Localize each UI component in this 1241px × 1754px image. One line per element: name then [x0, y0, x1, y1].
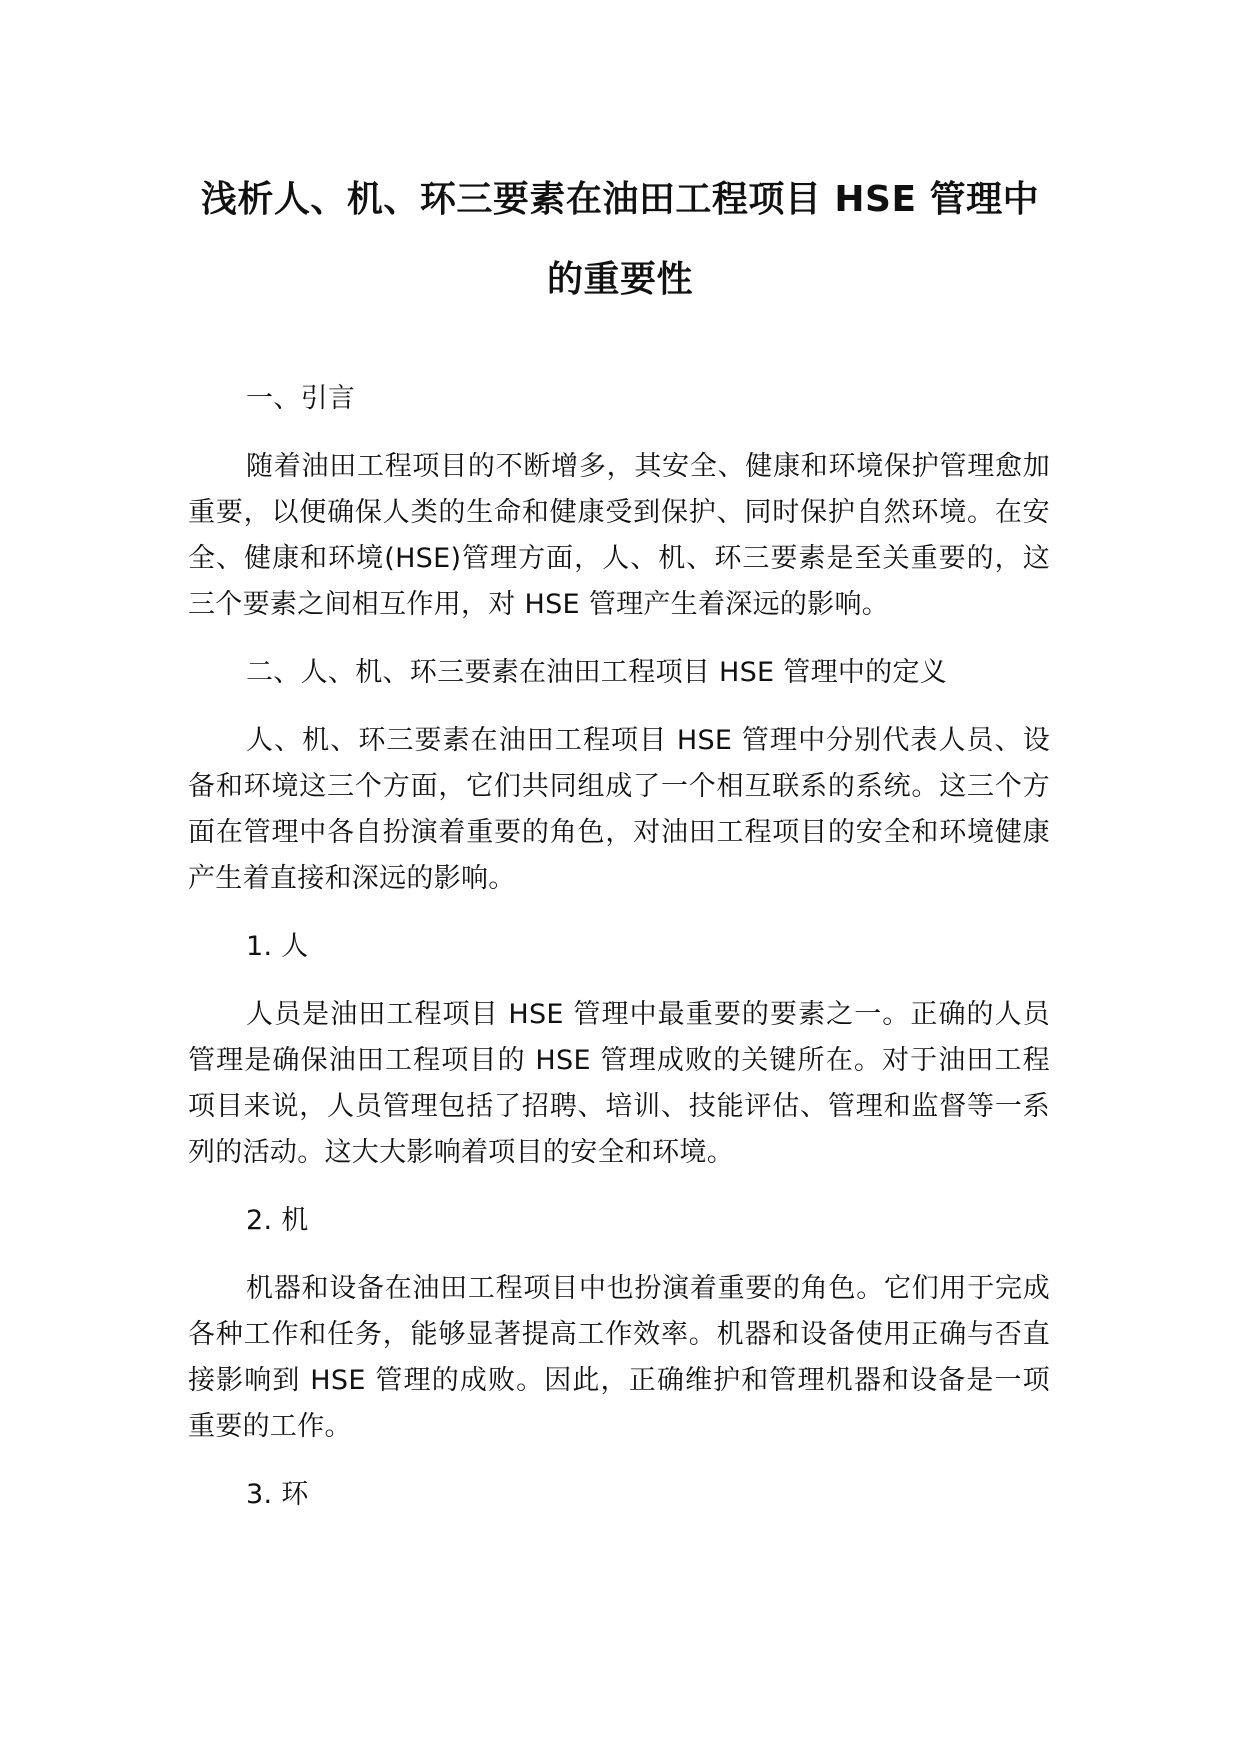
section-heading-definition: 二、人、机、环三要素在油田工程项目 HSE 管理中的定义	[246, 657, 948, 688]
paragraph-people: 人员是油田工程项目 HSE 管理中最重要的要素之一。正确的人员管理是确保油田工程项目的 HSE 管理成败的关键所在。对于油田工程项目来说，人员管理包括了招聘、培训、技能评估、管理和监督等一系列的活动。这大大影响着项目的安全和环境。	[188, 999, 1050, 1168]
paragraph-introduction: 随着油田工程项目的不断增多，其安全、健康和环境保护管理愈加重要，以便确保人类的生命和健康受到保护、同时保护自然环境。在安全、健康和环境(HSE)管理方面，人、机、环三要素是至关重要的，这三个要素之间相互作用，对 HSE 管理产生着深远的影响。	[188, 451, 1050, 620]
title-line-2: 的重要性	[546, 259, 693, 300]
document-body	[188, 376, 1050, 1540]
subheading-people: 1. 人	[246, 931, 309, 962]
subheading-machines: 2. 机	[246, 1205, 309, 1236]
section-heading-introduction: 一、引言	[246, 383, 356, 414]
paragraph-definition: 人、机、环三要素在油田工程项目 HSE 管理中分别代表人员、设备和环境这三个方面，它们共同组成了一个相互联系的系统。这三个方面在管理中各自扮演着重要的角色，对油田工程项目的安全和环境健康产生着直接和深远的影响。	[188, 725, 1050, 894]
subheading-environment: 3. 环	[246, 1479, 309, 1510]
document-title	[185, 160, 1055, 320]
paragraph-machines: 机器和设备在油田工程项目中也扮演着重要的角色。它们用于完成各种工作和任务，能够显著提高工作效率。机器和设备使用正确与否直接影响到 HSE 管理的成败。因此，正确维护和管理机器和设备是一项重要的工作。	[188, 1273, 1050, 1442]
title-line-1: 浅析人、机、环三要素在油田工程项目 HSE 管理中	[200, 179, 1040, 220]
